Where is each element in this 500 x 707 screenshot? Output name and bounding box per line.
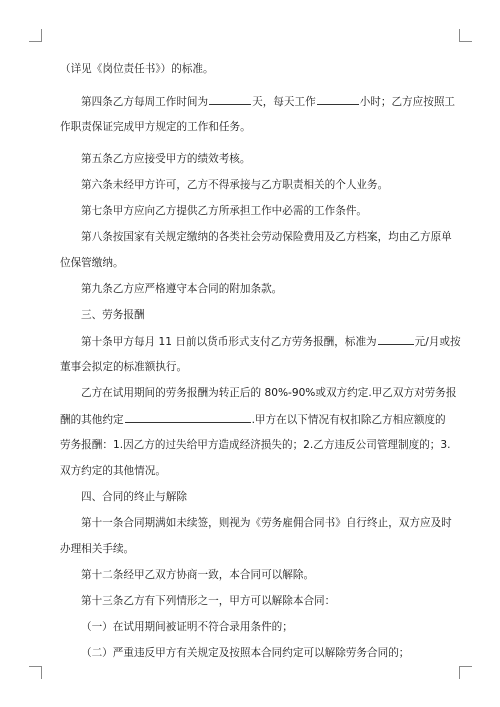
- section-heading-remuneration: 三、劳务报酬: [81, 309, 145, 321]
- fill-blank[interactable]: [317, 94, 359, 105]
- clause-1: （一）在试用期间被证明不符合录用条件的；: [81, 621, 293, 633]
- article-6: 第六条未经甲方许可，乙方不得承接与乙方职责相关的个人业务。: [81, 179, 389, 191]
- article-4-line-2: 作职责保证完成甲方规定的工作和任务。: [60, 121, 251, 133]
- section-heading-termination: 四、合同的终止与解除: [81, 491, 187, 503]
- paragraph-line: （详见《岗位责任书》）的标准。: [60, 63, 214, 75]
- crop-mark-top-right: [459, 29, 472, 42]
- crop-mark-bottom-right: [459, 666, 472, 679]
- article-8-line-2: 位保管缴纳。: [60, 257, 124, 269]
- article-5: 第五条乙方应接受甲方的绩效考核。: [81, 153, 251, 165]
- article-10-line-2: 董事会拟定的标准额执行。: [60, 361, 188, 373]
- probation-line-2: 酬的其他约定 .甲方在以下情况有权扣除乙方相应额度的: [60, 414, 446, 426]
- fill-blank[interactable]: [209, 94, 251, 105]
- probation-line-3: 劳务报酬：1.因乙方的过失给甲方造成经济损失的；2.乙方违反公司管理制度的；3.: [60, 439, 451, 451]
- article-13: 第十三条乙方有下列情形之一，甲方可以解除本合同：: [81, 595, 336, 607]
- article-8-line-1: 第八条按国家有关规定缴纳的各类社会劳动保险费用及乙方档案，均由乙方原单: [81, 231, 452, 243]
- clause-2: （二）严重违反甲方有关规定及按照本合同约定可以解除劳务合同的；: [81, 647, 410, 659]
- probation-line-4: 双方约定的其他情况。: [60, 465, 166, 477]
- article-9: 第九条乙方应严格遵守本合同的附加条款。: [81, 283, 283, 295]
- crop-mark-bottom-left: [29, 666, 42, 679]
- article-7: 第七条甲方应向乙方提供乙方所承担工作中必需的工作条件。: [81, 205, 368, 217]
- article-12: 第十二条经甲乙双方协商一致，本合同可以解除。: [81, 569, 315, 581]
- article-11-line-2: 办理相关手续。: [60, 543, 135, 555]
- probation-line-1: 乙方在试用期间的劳务报酬为转正后的 80%-90%或双方约定.甲乙双方对劳务报: [81, 387, 457, 399]
- article-11-line-1: 第十一条合同期满如未续签，则视为《劳务雇佣合同书》自行终止，双方应及时: [81, 517, 452, 529]
- crop-mark-top-left: [29, 29, 42, 42]
- article-10-line-1: 第十条甲方每月 11 日前以货币形式支付乙方劳务报酬，标准为 元/月或按: [81, 336, 461, 348]
- fill-blank[interactable]: [378, 334, 414, 345]
- article-4-line-1: 第四条乙方每周工作时间为 天，每天工作 小时；乙方应按照工: [81, 96, 456, 108]
- fill-blank[interactable]: [125, 412, 251, 423]
